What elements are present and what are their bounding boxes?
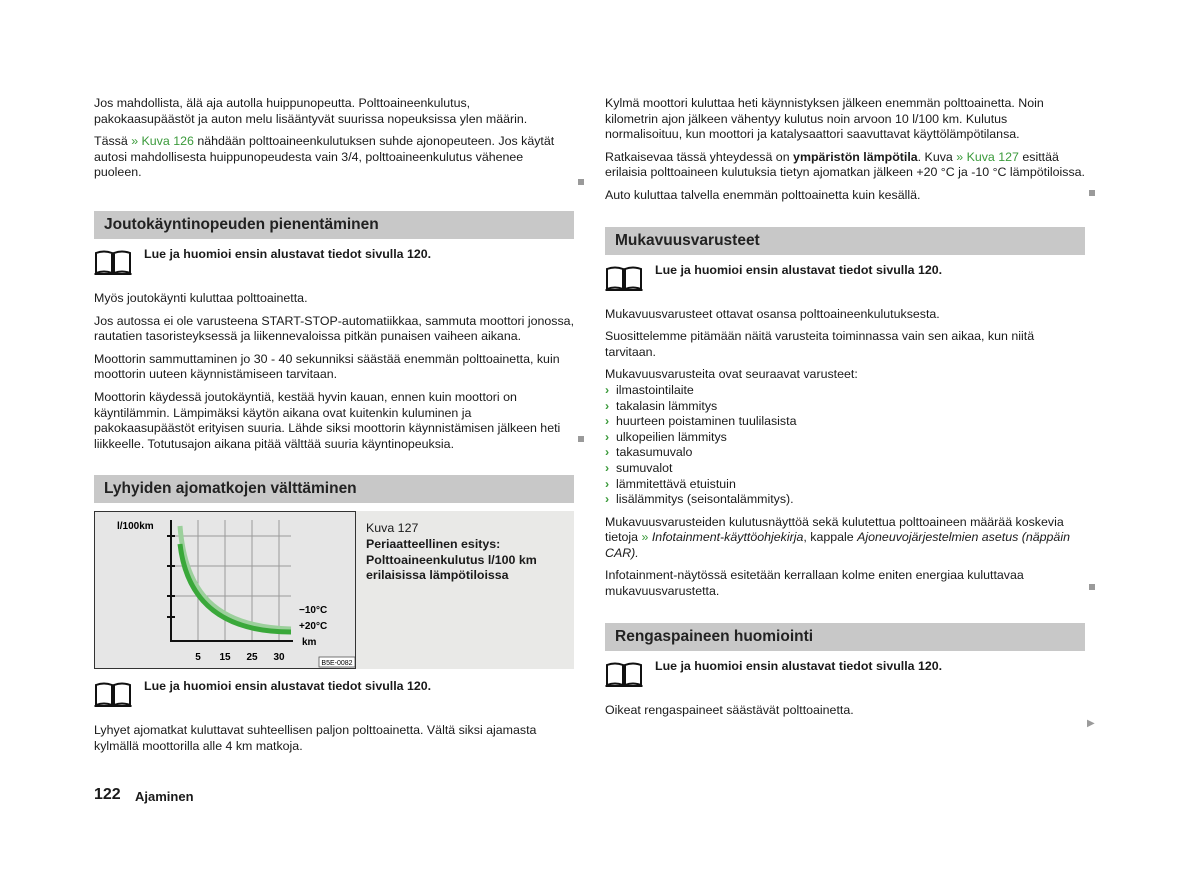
comfort-paragraph-4: Mukavuusvarusteiden kulutusnäyttöä sekä kulutettua polttoaineen määrää koskevia tietoja » Infotainment-käyttöohjekirja, kappale Ajoneuvojärjestelmien asetus (näppäin CAR). — [605, 514, 1070, 560]
fuel-consumption-chart — [95, 512, 355, 668]
y-axis-label: l/100km — [117, 521, 154, 533]
book-note — [605, 263, 1085, 293]
chevron-right-icon: › — [605, 476, 610, 491]
chevron-right-icon: › — [605, 414, 610, 429]
idle-paragraph-2: Jos autossa ei ole varusteena START-STOP-automatiikkaa, sammuta moottori jonossa, rautatien tasoristeyksessä ja liikennevaloissa pitkän punaisen vaiheen aikana. — [94, 313, 575, 344]
page-number: 122 — [94, 786, 121, 803]
section-heading-idle: Joutokäyntinopeuden pienentäminen — [94, 211, 574, 239]
book-note — [605, 659, 1085, 689]
legend-plus20: +20°C — [299, 621, 328, 633]
comfort-paragraph-3: Mukavuusvarusteita ovat seuraavat varusteet: — [605, 367, 858, 382]
x-tick-label: 15 — [219, 652, 231, 664]
chevron-right-icon: › — [605, 445, 610, 460]
book-icon — [94, 249, 132, 275]
left-column — [94, 96, 574, 762]
figure-caption-text: Periaatteellinen esitys: Polttoaineenkulutus l/100 km erilaisissa lämpötiloissa — [366, 536, 537, 583]
note-text: Lue ja huomioi ensin alustavat tiedot sivulla 120. — [144, 246, 432, 261]
figure-code: B5E-0082 — [321, 660, 353, 668]
note-text: Lue ja huomioi ensin alustavat tiedot sivulla 120. — [144, 679, 432, 694]
list-item: › sumuvalot — [605, 460, 673, 475]
list-item: › ilmastointilaite — [605, 382, 694, 397]
temperature-paragraph: Ratkaisevaa tässä yhteydessä on ympäristön lämpötila. Kuva » Kuva 127 esittää erilaisia polttoaineen kulutuksia tietyn ajomatkan jälkeen +20 °C ja -10 °C lämpötiloissa. — [605, 149, 1085, 180]
figure-126-link[interactable]: » Kuva 126 — [131, 134, 194, 149]
idle-paragraph-1: Myös joutokäynti kuluttaa polttoainetta. — [94, 290, 308, 305]
list-item: › ulkopeilien lämmitys — [605, 429, 727, 444]
figure-127 — [94, 511, 574, 669]
book-icon — [605, 265, 643, 291]
chevron-right-icon: › — [605, 460, 610, 475]
intro-paragraph-1: Jos mahdollista, älä aja autolla huippunopeutta. Polttoaineenkulutus, pakokaasupäästöt ja auton melu lisääntyvät suurissa nopeuksissa ylen määrin. — [94, 96, 528, 126]
book-icon — [605, 661, 643, 687]
tyre-paragraph-1: Oikeat rengaspaineet säästävät polttoainetta. — [605, 702, 854, 717]
book-icon — [94, 681, 132, 707]
infotainment-link[interactable]: » — [641, 530, 649, 545]
section-heading-comfort: Mukavuusvarusteet — [605, 227, 1085, 255]
chevron-right-icon: › — [605, 382, 610, 397]
chevron-right-icon: › — [605, 492, 610, 507]
book-note — [94, 679, 574, 709]
winter-paragraph: Auto kuluttaa talvella enemmän polttoainetta kuin kesällä. — [605, 187, 921, 202]
section-end-mark — [578, 179, 584, 185]
chevron-right-icon: › — [605, 398, 610, 413]
cold-engine-paragraph: Kylmä moottori kuluttaa heti käynnistyksen jälkeen enemmän polttoainetta. Noin kilometrin ajon jälkeen vähentyy kulutus noin arvoon 10 l/100 km. Kulutus normalisoituu, kun moottori ja katalysaattori saavuttavat käyttölämpötilansa. — [605, 96, 1044, 142]
continue-arrow-icon: ▶ — [1087, 718, 1095, 729]
right-column — [605, 96, 1085, 725]
x-tick-label: 25 — [246, 652, 258, 664]
chevron-right-icon: › — [605, 429, 610, 444]
chapter-name: Ajaminen — [135, 789, 194, 804]
comfort-paragraph-2: Suosittelemme pitämään näitä varusteita toiminnassa vain sen aikaa, kun niitä tarvitaan. — [605, 329, 1035, 359]
x-axis-label: km — [302, 637, 317, 649]
legend-minus10: −10°C — [299, 605, 328, 617]
intro-paragraph-2: Tässä » Kuva 126 nähdään polttoaineenkulutuksen suhde ajonopeuteen. Jos käytät autosi mahdollisesta huippunopeudesta vain 3/4, polttoaineenkulutus vähenee puoleen. — [94, 134, 555, 180]
list-item: › takasumuvalo — [605, 445, 693, 460]
figure-caption-title: Kuva 127 — [366, 521, 419, 536]
note-text: Lue ja huomioi ensin alustavat tiedot sivulla 120. — [655, 262, 943, 277]
idle-paragraph-3: Moottorin sammuttaminen jo 30 - 40 sekunniksi säästää enemmän polttoainetta, kuin moottorin uuteen käynnistämiseen tarvitaan. — [94, 351, 560, 382]
chart-frame — [94, 511, 356, 669]
section-end-mark — [578, 436, 584, 442]
section-end-mark — [1089, 190, 1095, 196]
idle-paragraph-4: Moottorin käydessä joutokäyntiä, kestää hyvin kauan, ennen kuin moottori on käyntilämmin. Lämpimäksi käytön aikana ovat kuitenkin kuluminen ja pakokaasupäästöt erityisen suuria. Lähde siksi moottorin käynnistämisen jälkeen heti liikkeelle. Totutusajon aikana pitää välttää suuria käyntinopeuksia. — [94, 389, 561, 451]
list-item: › takalasin lämmitys — [605, 398, 718, 413]
section-end-mark — [1089, 584, 1095, 590]
list-item: › lisälämmitys (seisontalämmitys). — [605, 492, 794, 507]
section-heading-tyre-pressure: Rengaspaineen huomiointi — [605, 623, 1085, 651]
figure-caption — [366, 521, 566, 583]
short-trips-paragraph-1: Lyhyet ajomatkat kuluttavat suhteellisen paljon polttoainetta. Vältä siksi ajamasta kylmällä moottorilla alle 4 km matkoja. — [94, 723, 537, 753]
book-note — [94, 247, 574, 277]
x-tick-label: 30 — [273, 652, 285, 664]
comfort-paragraph-1: Mukavuusvarusteet ottavat osansa polttoaineenkulutuksesta. — [605, 306, 940, 321]
x-tick-label: 5 — [195, 652, 201, 664]
comfort-equipment-list — [605, 383, 1085, 508]
note-text: Lue ja huomioi ensin alustavat tiedot sivulla 120. — [655, 658, 943, 673]
list-item: › lämmitettävä etuistuin — [605, 476, 736, 491]
section-heading-short-trips: Lyhyiden ajomatkojen välttäminen — [94, 475, 574, 503]
list-item: › huurteen poistaminen tuulilasista — [605, 414, 797, 429]
comfort-paragraph-5: Infotainment-näytössä esitetään kerrallaan kolme eniten energiaa kuluttavaa mukavuusvarustetta. — [605, 568, 1024, 599]
figure-127-link[interactable]: » Kuva 127 — [956, 149, 1019, 164]
series-line-minus10 — [180, 526, 291, 629]
